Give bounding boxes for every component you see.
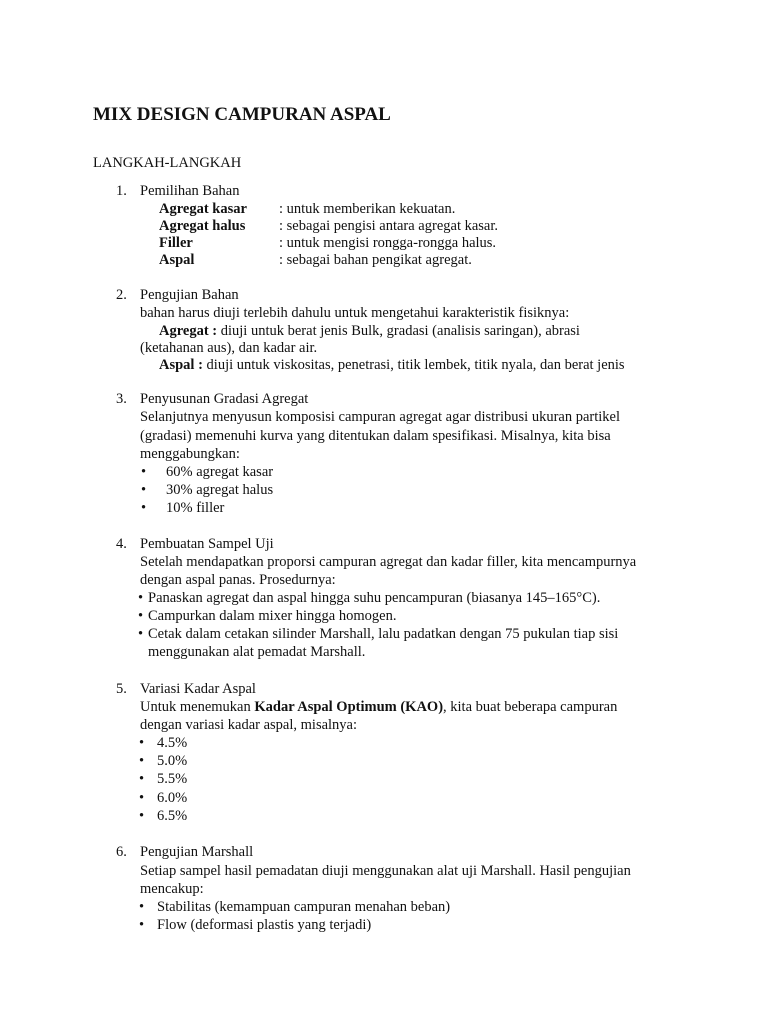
term-description: : sebagai pengisi antara agregat kasar.	[279, 218, 499, 234]
bullet-marker	[139, 807, 144, 825]
bold-term: Kadar Aspal Optimum (KAO)	[254, 699, 444, 715]
bullet-marker	[139, 789, 144, 807]
section-heading: Pengujian Marshall	[140, 844, 254, 860]
paragraph-line: (gradasi) memenuhi kurva yang ditentukan dalam spesifikasi. Misalnya, kita bisa	[140, 428, 611, 444]
list-item-continuation: menggunakan alat pemadat Marshall.	[148, 644, 366, 660]
section-heading: Penyusunan Gradasi Agregat	[140, 391, 309, 407]
subtitle: LANGKAH-LANGKAH	[93, 155, 242, 171]
paragraph-line: mencakup:	[140, 881, 204, 897]
paragraph-line: Setelah mendapatkan proporsi campuran agregat dan kadar filler, kita mencampurnya	[140, 554, 637, 570]
section-number: 3.	[116, 391, 127, 407]
term-label: Agregat kasar	[159, 201, 247, 217]
list-item: Campurkan dalam mixer hingga homogen.	[148, 608, 397, 624]
term-label: Filler	[159, 235, 193, 251]
term-label: Aspal :	[159, 357, 203, 373]
paragraph-line: menggabungkan:	[140, 446, 240, 462]
paragraph-line: Setiap sampel hasil pemadatan diuji menggunakan alat uji Marshall. Hasil pengujian	[140, 863, 631, 879]
list-item: 6.0%	[157, 790, 188, 806]
bullet-marker	[141, 463, 146, 481]
list-item: Flow (deformasi plastis yang terjadi)	[157, 917, 372, 933]
term-description: diuji untuk viskositas, penetrasi, titik lembek, titik nyala, dan berat jenis	[202, 357, 625, 373]
section-number: 4.	[116, 536, 127, 552]
bullet-marker	[139, 898, 144, 916]
list-item: 60% agregat kasar	[166, 464, 274, 480]
paragraph-line	[159, 356, 625, 374]
term-label: Aspal	[159, 252, 195, 268]
paragraph-line: (ketahanan aus), dan kadar air.	[140, 340, 318, 356]
paragraph-line	[140, 698, 617, 716]
list-item: Cetak dalam cetakan silinder Marshall, lalu padatkan dengan 75 pukulan tiap sisi	[148, 626, 619, 642]
bullet-marker	[139, 770, 144, 788]
bullet-marker	[138, 625, 143, 643]
bullet-marker	[141, 481, 146, 499]
paragraph-line: Selanjutnya menyusun komposisi campuran agregat agar distribusi ukuran partikel	[140, 409, 620, 425]
paragraph-line: dengan aspal panas. Prosedurnya:	[140, 572, 336, 588]
list-item: 5.0%	[157, 753, 188, 769]
term-description: diuji untuk berat jenis Bulk, gradasi (analisis saringan), abrasi	[217, 323, 580, 339]
list-item: 6.5%	[157, 808, 188, 824]
paragraph-line: dengan variasi kadar aspal, misalnya:	[140, 717, 358, 733]
term-label: Agregat halus	[159, 218, 246, 234]
section-number: 2.	[116, 287, 127, 303]
section-number: 1.	[116, 183, 127, 199]
text-run: Untuk menemukan	[140, 699, 255, 715]
bullet-marker	[139, 734, 144, 752]
document-title: MIX DESIGN CAMPURAN ASPAL	[93, 104, 391, 125]
section-number: 5.	[116, 681, 127, 697]
section-heading: Pengujian Bahan	[140, 287, 239, 303]
list-item: 30% agregat halus	[166, 482, 274, 498]
section-heading: Pembuatan Sampel Uji	[140, 536, 274, 552]
list-item: 10% filler	[166, 500, 225, 516]
bullet-marker	[141, 499, 146, 517]
bullet-marker	[139, 752, 144, 770]
bullet-marker	[139, 916, 144, 934]
paragraph-line: bahan harus diuji terlebih dahulu untuk mengetahui karakteristik fisiknya:	[140, 305, 570, 321]
term-label: Agregat :	[159, 323, 218, 339]
list-item: Stabilitas (kemampuan campuran menahan beban)	[157, 899, 451, 915]
section-heading: Variasi Kadar Aspal	[140, 681, 256, 697]
bullet-marker	[138, 589, 143, 607]
text-run: , kita buat beberapa campuran	[443, 699, 618, 715]
section-number: 6.	[116, 844, 127, 860]
section-heading: Pemilihan Bahan	[140, 183, 240, 199]
term-description: : untuk mengisi rongga-rongga halus.	[279, 235, 497, 251]
list-item: Panaskan agregat dan aspal hingga suhu pencampuran (biasanya 145–165°C).	[148, 590, 601, 606]
list-item: 4.5%	[157, 735, 188, 751]
bullet-marker	[138, 607, 143, 625]
paragraph-line	[159, 322, 580, 340]
term-description: : sebagai bahan pengikat agregat.	[279, 252, 472, 268]
list-item: 5.5%	[157, 771, 188, 787]
term-description: : untuk memberikan kekuatan.	[279, 201, 456, 217]
